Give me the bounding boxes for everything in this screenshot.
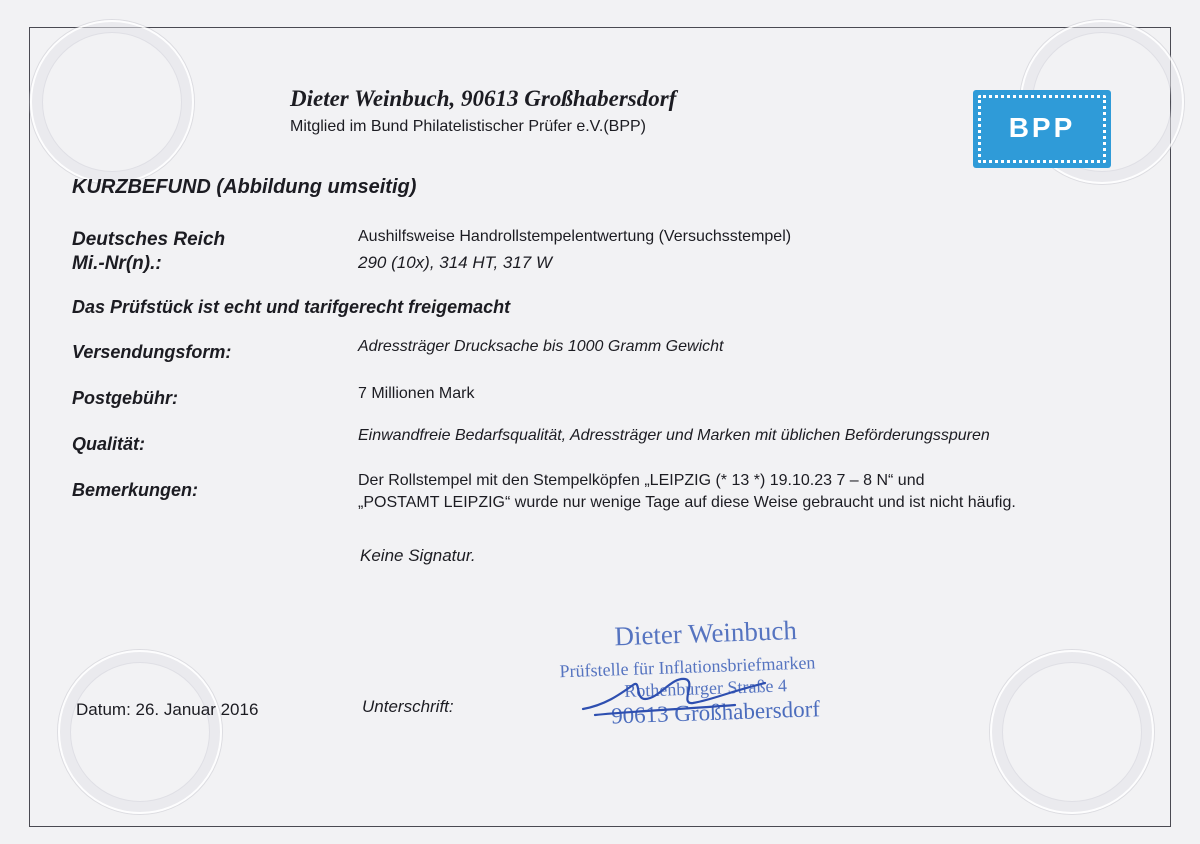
examiner-membership: Mitglied im Bund Philatelistischer Prüfer e.V.(BPP)	[290, 118, 646, 135]
verdict: Das Prüfstück ist echt und tarifgerecht freigemacht	[72, 297, 511, 317]
report-title: KURZBEFUND (Abbildung umseitig)	[72, 176, 417, 198]
stamp-line-street: Rothenburger Straße 4	[623, 675, 788, 702]
signature-label: Unterschrift:	[362, 697, 454, 716]
examiner-name: Dieter Weinbuch, 90613 Großhabersdorf	[290, 86, 677, 111]
embossed-seal-bottom-right	[990, 650, 1154, 814]
field-value: 7 Millionen Mark	[358, 385, 475, 402]
catalog-numbers-value: 290 (10x), 314 HT, 317 W	[358, 253, 553, 272]
remarks-label: Bemerkungen:	[72, 480, 199, 500]
bpp-logo-text: BPP	[1008, 112, 1076, 143]
catalog-label: Mi.-Nr(n).:	[72, 253, 162, 274]
embossed-seal-top-left	[30, 20, 194, 184]
field-label: Versendungsform:	[72, 342, 232, 362]
cancellation-value: Aushilfsweise Handrollstempelentwertung (Versuchsstempel)	[358, 228, 792, 245]
field-label: Postgebühr:	[72, 388, 178, 408]
handwritten-signature	[575, 665, 775, 725]
stamp-line-city: 90613 Großhabersdorf	[610, 696, 821, 729]
signature-note: Keine Signatur.	[360, 546, 476, 565]
remarks-line-2: „POSTAMT LEIPZIG“ wurde nur wenige Tage auf diese Weise gebraucht und ist nicht häufig.	[358, 494, 1016, 511]
embossed-seal-bottom-left	[58, 650, 222, 814]
certificate-date: Datum: 26. Januar 2016	[76, 700, 259, 719]
field-value: Adressträger Drucksache bis 1000 Gramm Gewicht	[358, 338, 724, 355]
field-value: Einwandfreie Bedarfsqualität, Adressträger und Marken mit üblichen Beförderungsspuren	[358, 427, 990, 444]
bpp-logo	[973, 90, 1111, 168]
remarks-line-1: Der Rollstempel mit den Stempelköpfen „LEIPZIG (* 13 *) 19.10.23 7 – 8 N“ und	[358, 472, 925, 489]
field-label: Qualität:	[72, 434, 146, 454]
area-label: Deutsches Reich	[72, 229, 226, 250]
stamp-line-name: Dieter Weinbuch	[613, 614, 798, 652]
stamp-line-office: Prüfstelle für Inflationsbriefmarken	[559, 652, 816, 682]
